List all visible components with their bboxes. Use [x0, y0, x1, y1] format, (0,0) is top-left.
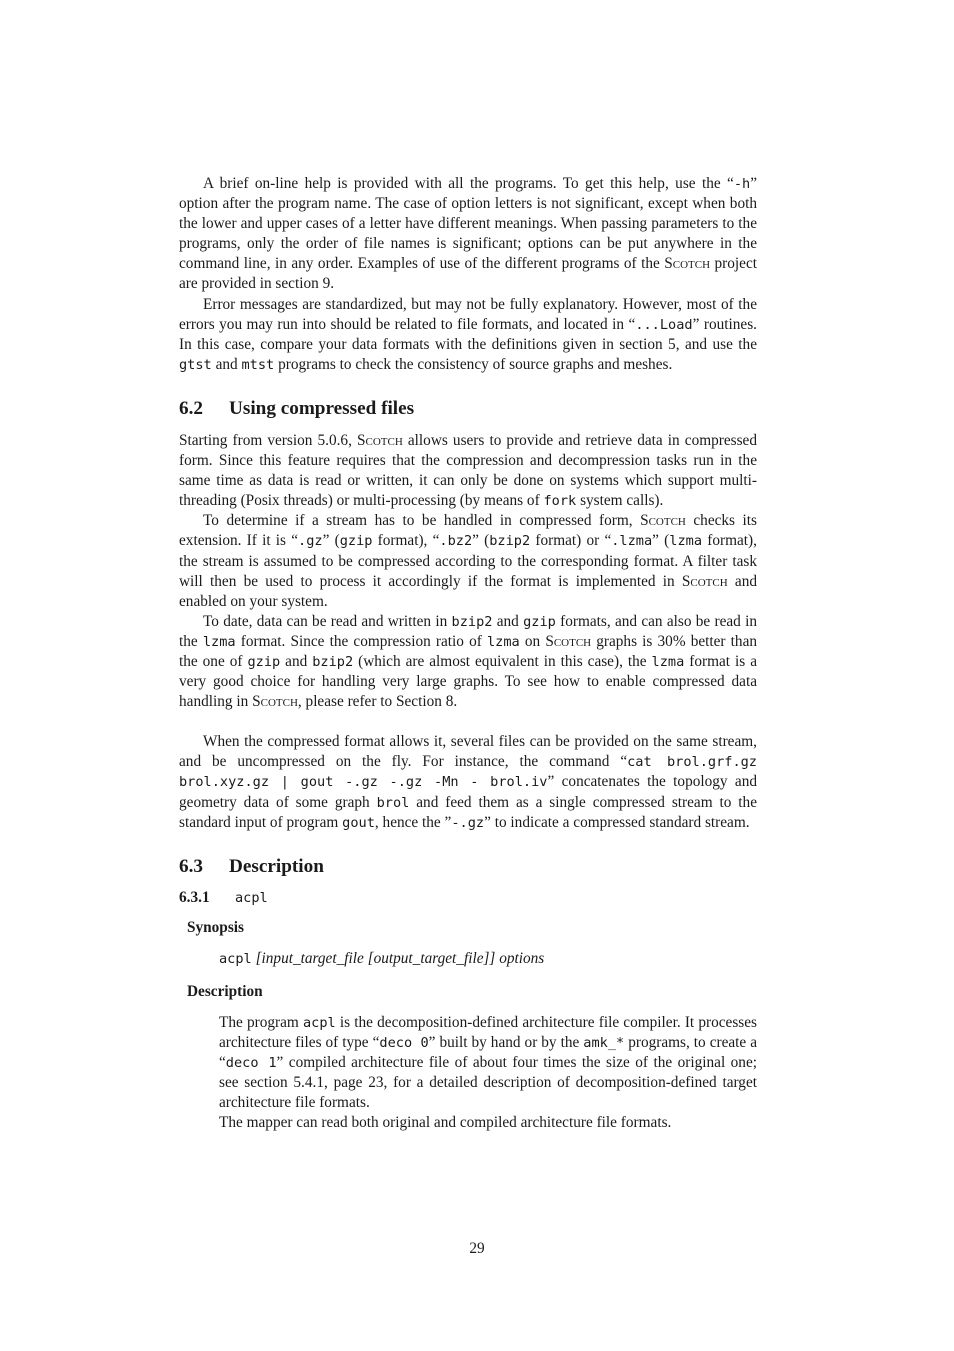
text: and [280, 652, 313, 670]
paragraph-online-help [179, 174, 757, 295]
text: To determine if a stream has to be handled in compressed form, [203, 512, 641, 530]
code: .bz2 [439, 533, 473, 550]
code: lzma [651, 653, 685, 670]
text: To date, data can be read and written in [203, 612, 452, 630]
text: When the compressed format allows it, several files can be provided on the same stream, and be uncompressed on the fly. For instance, the command “ [179, 733, 757, 771]
code: mtst [241, 356, 275, 373]
text: format is a very good choice for handling very large graphs. To see how to enable compressed data handling in [179, 652, 757, 711]
code: amk_* [583, 1034, 625, 1051]
synopsis-line [219, 949, 757, 969]
text: format), “ [372, 532, 440, 550]
scotch-name: Scotch [545, 632, 592, 650]
output-target-file-arg: output_target_file [373, 949, 484, 967]
text: Error messages are standardized, but may not be fully explanatory. However, most of the errors you may run into should be related to file formats, and located in “ [179, 295, 757, 333]
code: acpl [302, 1014, 336, 1031]
section-heading-6-3 [179, 855, 757, 879]
code: lzma [669, 533, 703, 550]
code: .gz [298, 533, 323, 550]
text: A brief on-line help is provided with all the programs. To get this help, use the “ [203, 175, 734, 192]
code: fork [543, 493, 577, 510]
description-heading: Description [187, 982, 263, 1000]
options-arg: options [499, 949, 545, 967]
text: project are provided in section 9. [179, 255, 757, 293]
code: .lzma [611, 533, 653, 550]
scotch-name: Scotch [252, 693, 298, 711]
text: allows users to provide and retrieve data in compressed form. Since this feature requires that the compression and decompression tasks run in the same time as data is read or written, it can only be done on systems which support multi-threading (Posix threads) or multi-processing (by means of [179, 431, 757, 510]
scotch-name: Scotch [664, 255, 711, 273]
scotch-name: Scotch [640, 512, 686, 530]
optional-argument: [input_target_file [output_target_file]] [255, 949, 496, 967]
text: programs to check the consistency of source graphs and meshes. [274, 355, 673, 373]
code: gzip [247, 653, 281, 670]
code: deco 0 [379, 1034, 429, 1051]
code: gtst [179, 356, 212, 373]
paragraph-multiple-files [179, 732, 757, 832]
code: bzip2 [489, 533, 531, 550]
command-name: acpl [219, 950, 252, 967]
text: format. Since the compression ratio of [235, 632, 487, 650]
text: and enabled on your system. [179, 572, 757, 610]
text: format) or “ [530, 532, 612, 550]
code: gout [342, 814, 375, 831]
description-paragraph [219, 1013, 757, 1113]
section-number: 6.2 [179, 397, 203, 419]
text: , please refer to Section 8. [297, 693, 458, 711]
paragraph-error-messages [179, 295, 757, 375]
synopsis-heading: Synopsis [187, 918, 244, 936]
text: The program [219, 1013, 303, 1031]
subsection-heading-6-3-1 [179, 889, 757, 907]
text: is the decomposition-defined architecture file compiler. It processes architecture files of type “ [219, 1013, 757, 1051]
code: cat brol.grf.gz brol.xyz.gz | gout -.gz -.gz -Mn - brol.iv [179, 754, 757, 791]
text: ” compiled architecture file of about four times the size of the original one; see section 5.4.1, page 23, for a detailed description of decomposition-defined target architecture file formats. [219, 1054, 757, 1112]
text: graphs is 30% better than the one of [179, 632, 758, 670]
text: format), the stream is assumed to be compressed according to the corresponding format. A filter task will then be used to process it accordingly if the format is implemented in [179, 532, 757, 590]
text: ” ( [472, 532, 490, 550]
paragraph-formats [179, 612, 757, 712]
text: ” routines. In this case, compare your data formats with the definitions given in section 5, and use the [179, 315, 757, 353]
scotch-name: Scotch [681, 572, 728, 590]
code: bzip2 [451, 613, 493, 630]
subsection-number: 6.3.1 [179, 888, 210, 906]
section-title: Using compressed files [229, 397, 415, 419]
text: checks its extension. If it is “ [179, 512, 757, 550]
text: on [519, 632, 546, 650]
section-number: 6.3 [179, 855, 203, 877]
text: and [211, 355, 242, 373]
code: gzip [339, 533, 373, 550]
section-heading-6-2 [179, 397, 757, 421]
page-body [179, 174, 757, 1133]
code: deco 1 [225, 1055, 277, 1071]
code: bzip2 [312, 653, 354, 670]
text: ” built by hand or by the [428, 1033, 584, 1051]
code: -h [733, 176, 751, 192]
subsection-title: acpl [235, 889, 268, 906]
paragraph-extension-check [179, 511, 757, 611]
description-paragraph-2: The mapper can read both original and compiled architecture file formats. [219, 1114, 672, 1132]
text: Starting from version 5.0.6, [179, 431, 357, 449]
code: lzma [486, 633, 520, 650]
text: and [492, 612, 524, 630]
text: system calls). [576, 492, 664, 510]
text: ” ( [652, 532, 670, 550]
page-number: 29 [469, 1240, 485, 1257]
code: -.gz [451, 814, 485, 831]
paragraph-compressed-intro [179, 431, 757, 511]
input-target-file-arg: input_target_file [261, 949, 364, 967]
text: programs, to create a “ [219, 1033, 757, 1071]
code: brol [376, 794, 410, 811]
paragraph-gap [179, 712, 757, 732]
text: ” concatenates the topology and geometry data of some graph [179, 773, 758, 811]
text: formats, and can also be read in the [179, 612, 757, 650]
text: (which are almost equivalent in this case), the [353, 652, 652, 670]
text: ” option after the program name. The case of option letters is not significant, except when both the lower and upper cases of a letter have different meanings. When passing parameters to the programs, only the order of file names is significant; options can be put anywhere in the command line, in any order. Examples of use of the different programs of the [179, 175, 757, 273]
code: ...Load [635, 316, 693, 333]
code: gzip [523, 613, 556, 630]
scotch-name: Scotch [357, 431, 403, 449]
section-title: Description [229, 855, 324, 877]
text: ” to indicate a compressed standard stream. [484, 813, 750, 831]
text: , hence the ” [374, 813, 452, 831]
code: lzma [202, 633, 236, 650]
text: and feed them as a single compressed stream to the standard input of program [179, 793, 757, 831]
text: ” ( [322, 532, 340, 550]
